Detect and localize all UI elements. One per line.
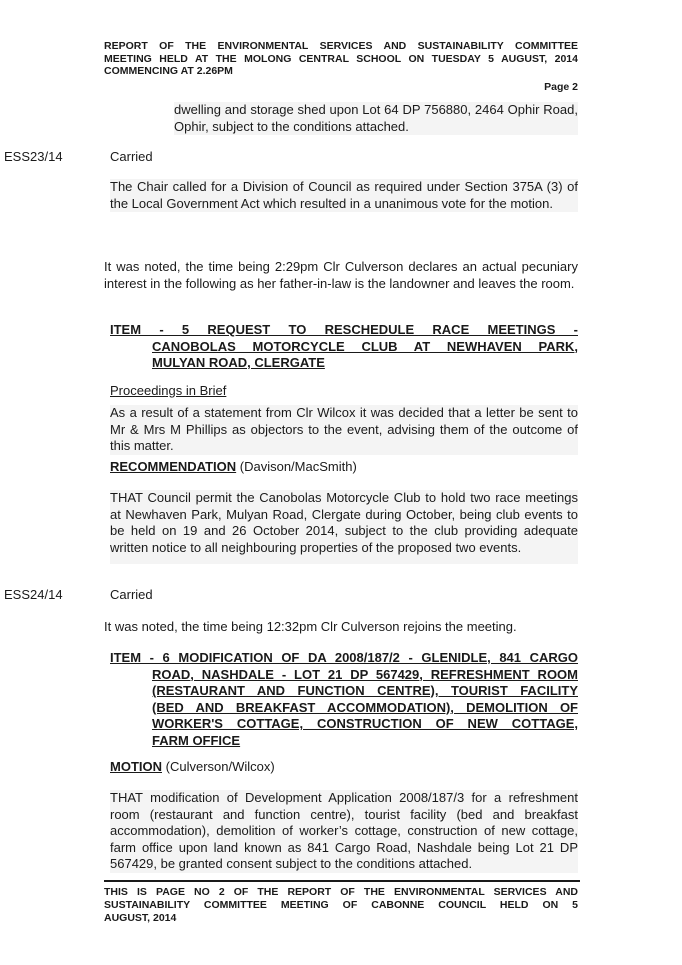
page-number: Page 2 <box>544 81 578 93</box>
resolution-status: Carried <box>110 149 153 164</box>
header-line: REPORT OF THE ENVIRONMENTAL SERVICES AND SUSTAINABILITY COMMITTEE <box>104 40 578 52</box>
footer-line: SUSTAINABILITY COMMITTEE MEETING OF CABONNE COUNCIL HELD ON 5 <box>104 899 578 911</box>
recommendation-label: RECOMMENDATION <box>110 459 237 474</box>
item-6-heading-line: ITEM - 6 MODIFICATION OF DA 2008/187/2 - GLENIDLE, 841 CARGO <box>110 650 578 665</box>
item-5-heading-line: MULYAN ROAD, CLERGATE <box>152 355 325 370</box>
interest-note: It was noted, the time being 2:29pm Clr Culverson declares an actual pecuniary interest in the following as her father-in-law is the landowner and leaves the room. <box>104 259 578 291</box>
item-6-heading-line: ROAD, NASHDALE - LOT 21 DP 567429, REFRESHMENT ROOM <box>152 666 578 682</box>
rejoin-note: It was noted, the time being 12:32pm Clr Culverson rejoins the meeting. <box>104 619 517 634</box>
recommendation-heading <box>110 459 357 475</box>
motion-movers: (Culverson/Wilcox) <box>165 759 275 774</box>
footer-line: THIS IS PAGE NO 2 OF THE REPORT OF THE ENVIRONMENTAL SERVICES AND <box>104 886 578 898</box>
continuation-text: dwelling and storage shed upon Lot 64 DP 756880, 2464 Ophir Road, Ophir, subject to the conditions attached. <box>174 102 578 134</box>
item-6-heading-line: WORKER'S COTTAGE, CONSTRUCTION OF NEW COTTAGE, <box>152 716 578 731</box>
division-note: The Chair called for a Division of Council as required under Section 375A (3) of the Local Government Act which resulted in a unanimous vote for the motion. <box>110 179 578 211</box>
motion-text: THAT modification of Development Application 2008/187/3 for a refreshment room (restaurant and function centre), tourist facility (bed and breakfast accommodation), demolition of worker’s cottage, construction of new cottage, farm office upon land known as 841 Cargo Road, Nashdale being Lot 21 DP 567429, be granted consent subject to the conditions attached. <box>110 790 578 871</box>
item-5-heading <box>110 322 578 372</box>
running-header <box>104 40 578 78</box>
footer-line: AUGUST, 2014 <box>104 912 177 924</box>
item-5-heading-line: CANOBOLAS MOTORCYCLE CLUB AT NEWHAVEN PARK, <box>152 338 578 354</box>
resolution-status: Carried <box>110 587 153 602</box>
item-6-heading-line: (RESTAURANT AND FUNCTION CENTRE), TOURIST FACILITY <box>152 683 578 698</box>
footer-rule <box>104 880 580 882</box>
page-footer <box>104 886 578 925</box>
header-line: COMMENCING AT 2.26PM <box>104 65 233 77</box>
resolution-number: ESS24/14 <box>4 587 63 602</box>
recommendation-text: THAT Council permit the Canobolas Motorcycle Club to hold two race meetings at Newhaven Park, Mulyan Road, Clergate during October, being club events to be held on 19 and 26 October 2014, subject to the club providing adequate written notice to all neighbouring properties of the proposed two events. <box>110 490 578 564</box>
recommendation-movers: (Davison/MacSmith) <box>239 459 357 474</box>
item-6-heading-line: FARM OFFICE <box>152 732 241 748</box>
header-line: MEETING HELD AT THE MOLONG CENTRAL SCHOOL ON TUESDAY 5 AUGUST, 2014 <box>104 52 578 65</box>
item-6-heading <box>110 650 578 749</box>
item-6-heading-line: (BED AND BREAKFAST ACCOMMODATION), DEMOLITION OF <box>152 699 578 715</box>
motion-heading <box>110 759 275 775</box>
item-5-heading-line: ITEM - 5 REQUEST TO RESCHEDULE RACE MEETINGS - <box>110 322 578 337</box>
resolution-number: ESS23/14 <box>4 149 63 164</box>
proceedings-text: As a result of a statement from Clr Wilcox it was decided that a letter be sent to Mr & Mrs M Phillips as objectors to the event, advising them of the outcome of this matter. <box>110 405 578 453</box>
proceedings-heading: Proceedings in Brief <box>110 383 227 398</box>
motion-label: MOTION <box>110 759 162 774</box>
